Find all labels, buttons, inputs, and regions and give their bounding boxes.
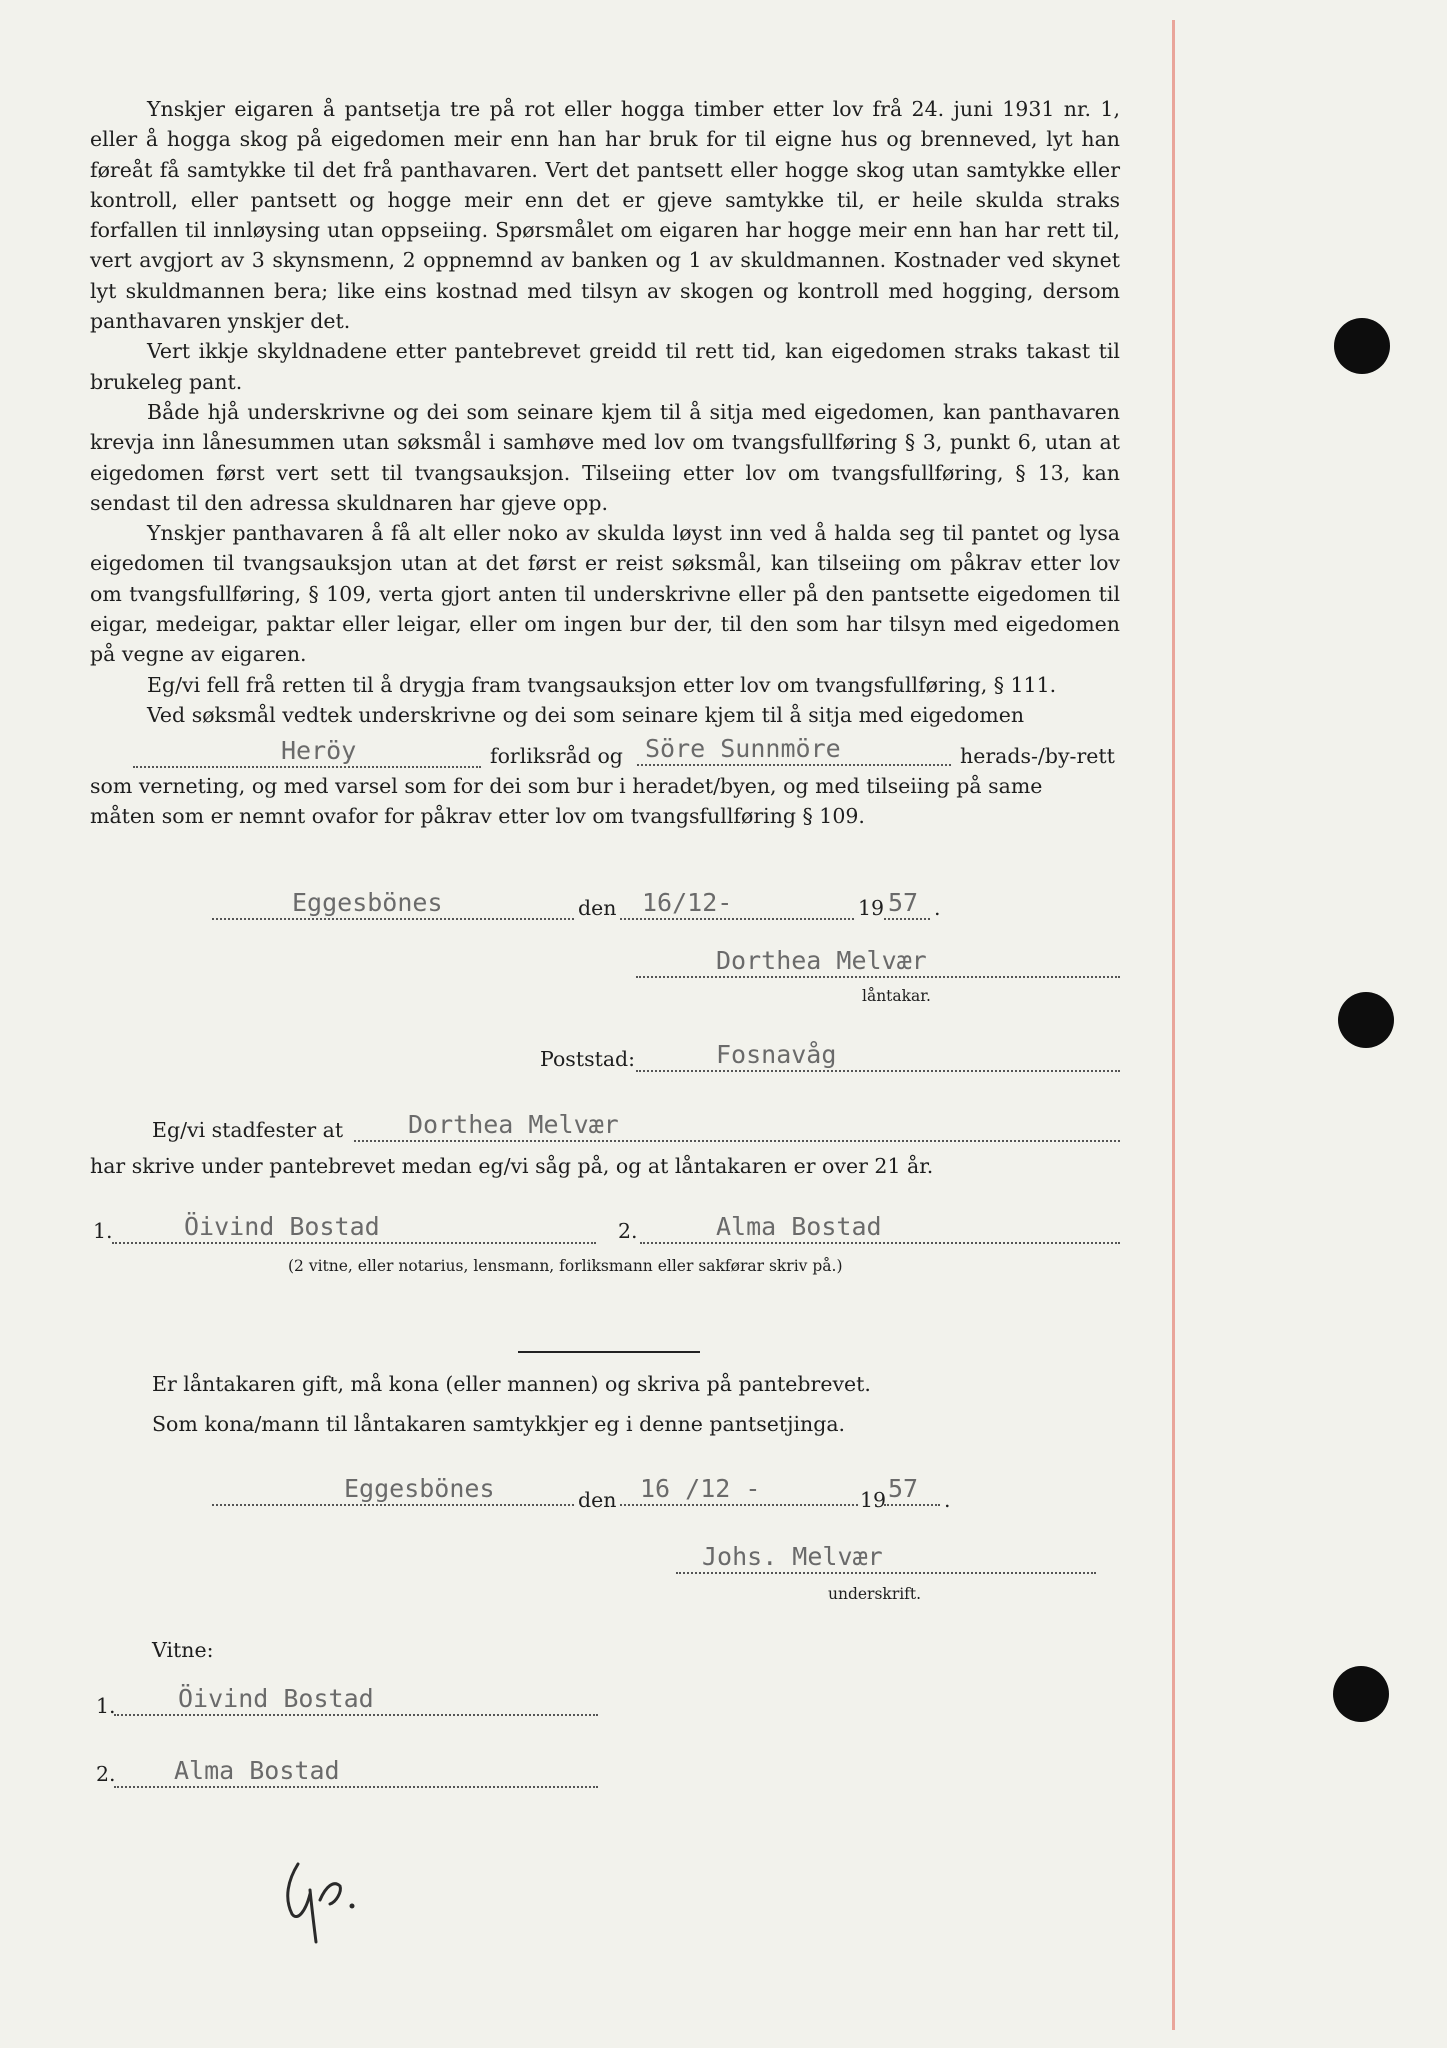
handwritten-initials [270, 1840, 380, 1950]
borrower-date-end: . [934, 896, 941, 920]
borrower-signature-field: Dorthea Melvær [636, 946, 1120, 978]
paragraph-collection: Både hjå underskrivne og dei som seinare kjem til å sitja med eigedomen, kan panthavaren krevja inn lånesummen utan søksmål i samhøve med lov om tvangsfullføring § 3, punkt 6, utan at eigedomen først vert sett til tvangsauksjon. Tilseiing etter lov om tvangsfullføring, § 13, kan sendast til den adressa skuldnaren har gjeve opp. [90, 399, 1120, 515]
borrower-label: låntakar. [862, 987, 931, 1005]
witness-note: (2 vitne, eller notarius, lensmann, forliksmann eller sakførar skriv på.) [288, 1257, 843, 1275]
confirmation-lead: Eg/vi stadfester at [152, 1118, 344, 1142]
punch-hole-middle [1338, 992, 1394, 1048]
confirmation-name-field: Dorthea Melvær [354, 1110, 1120, 1142]
rett-label: herads-/by-rett [960, 744, 1115, 768]
witness-1-field: Öivind Bostad [112, 1212, 596, 1244]
borrower-year-field: 57 [884, 888, 930, 920]
witness-2-field: Alma Bostad [640, 1212, 1120, 1244]
borrower-place-field: Eggesbönes [212, 888, 574, 920]
witness-a-field: Öivind Bostad [114, 1684, 598, 1716]
witness-b-field: Alma Bostad [114, 1756, 598, 1788]
witness-a-number: 1. [96, 1694, 116, 1718]
confirmation-line-2: har skrive under pantebrevet medan eg/vi såg på, og at låntakaren er over 21 år. [90, 1154, 934, 1178]
spouse-line-1: Er låntakaren gift, må kona (eller mannen) og skriva på pantebrevet. [152, 1372, 871, 1396]
paragraph-forest: Ynskjer eigaren å pantsetja tre på rot eller hogga timber etter lov frå 24. juni 1931 nr. 1, eller å hogga skog på eigedomen meir enn han har bruk for til eigne hus og brenneved, lyt han føreåt få samtykke til det frå panthavaren. Vert det pantsett eller hogge skog utan samtykke eller kontroll, eller pantsett og hogge meir enn det er gjeve samtykke til, er heile skulda straks forfallen til innløysing utan oppseiing. Spørsmålet om eigaren har hogge meir enn han har rett til, vert avgjort av 3 skynsmenn, 2 oppnemnd av banken og 1 av skuldmannen. Kostnader ved skynet lyt skuldmannen bera; like eins kostnad med tilsyn av skogen og kontroll med hogging, dersom panthavaren ynskjer det. [90, 97, 1120, 334]
poststad-label: Poststad: [540, 1047, 636, 1071]
spouse-line-2: Som kona/mann til låntakaren samtykkjer eg i denne pantsetjinga. [152, 1412, 846, 1436]
rett-field: Söre Sunnmöre [637, 734, 951, 766]
poststad-field: Fosnavåg [636, 1040, 1120, 1072]
spouse-date-field: 16 /12 - [620, 1474, 858, 1506]
spouse-signature-label: underskrift. [828, 1585, 922, 1603]
borrower-den-label: den [578, 896, 617, 920]
witness-1-number: 1. [93, 1219, 113, 1243]
punch-hole-top [1334, 318, 1390, 374]
spouse-year-field: 57 [884, 1474, 940, 1506]
venue-line-3: måten som er nemnt ovafor for påkrav etter lov om tvangsfullføring § 109. [90, 804, 865, 828]
witnesses-label: Vitne: [152, 1638, 214, 1662]
spouse-year-prefix: 19 [860, 1488, 887, 1512]
forliksrad-label: forliksråd og [490, 744, 623, 768]
borrower-year-prefix: 19 [858, 896, 885, 920]
witness-b-number: 2. [96, 1762, 116, 1786]
terms-text [90, 94, 1120, 730]
spouse-date-end: . [944, 1488, 951, 1512]
paragraph-auction: Ynskjer panthavaren å få alt eller noko av skulda løyst inn ved å halda seg til pantet og lysa eigedomen til tvangsauksjon utan at det først er reist søksmål, kan tilseiing om påkrav etter lov om tvangsfullføring, § 109, verta gjort anten til underskrivne eller på den pantsette eigedomen til eigar, medeigar, paktar eller leigar, eller om ingen bur der, til den som har tilsyn med eigedomen på vegne av eigaren. [90, 521, 1120, 667]
paragraph-default: Vert ikkje skyldnadene etter pantebrevet greidd til rett tid, kan eigedomen straks takast til brukeleg pant. [90, 339, 1120, 394]
venue-line-2: som verneting, og med varsel som for dei som bur i heradet/byen, og med tilseiing på same [90, 774, 1043, 798]
section-divider [518, 1351, 700, 1353]
paragraph-lawsuit: Ved søksmål vedtek underskrivne og dei som seinare kjem til å sitja med eigedomen [147, 702, 1025, 727]
spouse-signature-field: Johs. Melvær [676, 1542, 1096, 1574]
margin-rule [1172, 20, 1175, 2030]
borrower-date-field: 16/12- [620, 888, 854, 920]
paragraph-waiver: Eg/vi fell frå retten til å drygja fram tvangsauksjon etter lov om tvangsfullføring, § 111. [147, 672, 1057, 697]
punch-hole-bottom [1333, 1666, 1389, 1722]
spouse-den-label: den [578, 1488, 617, 1512]
forliksrad-field: Heröy [133, 736, 481, 768]
witness-2-number: 2. [618, 1219, 638, 1243]
spouse-place-field: Eggesbönes [212, 1474, 574, 1506]
